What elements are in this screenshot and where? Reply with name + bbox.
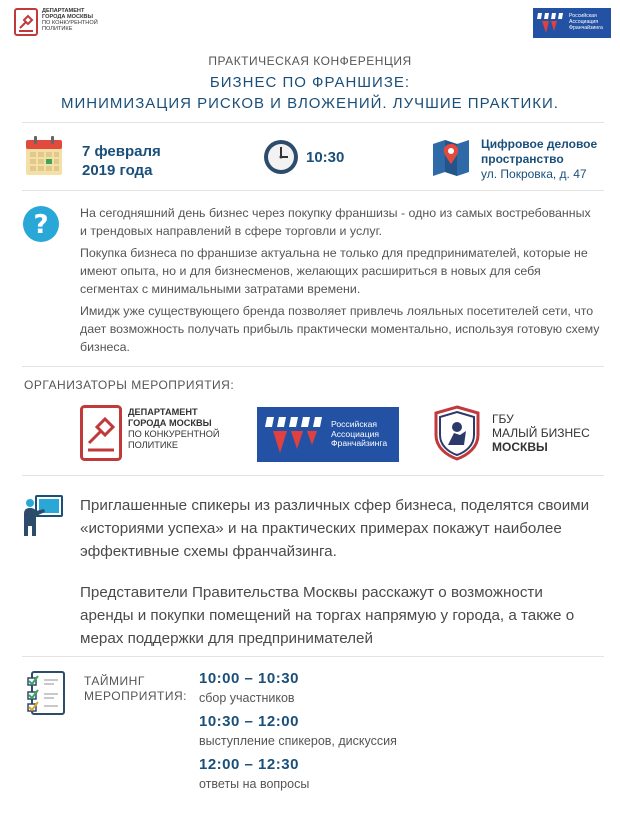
timing-time: 10:30 – 12:00 — [199, 713, 299, 730]
timing-label-line1: ТАЙМИНГ — [84, 674, 145, 688]
divider — [22, 366, 604, 367]
timing-item — [199, 756, 397, 791]
event-time: 10:30 — [306, 149, 345, 166]
org-dep-line2: ГОРОДА МОСКВЫ — [128, 418, 212, 428]
speakers-paragraph-2: Представители Правительства Москвы расскажут о возможности аренды и покупки помещений на торгах напрямую у города, а также о мерах поддержки для предпринимателей — [80, 584, 575, 647]
header-dep-line1: ДЕПАРТАМЕНТ — [42, 8, 85, 14]
org-raf-line2: Ассоциация — [331, 428, 380, 439]
about-paragraph-2: Покупка бизнеса по франшизе актуальна не только для предпринимателей, которые не имеют опыта, но и для бизнесменов, желающих расшириться в новых для себя сегментах с минимальными затратами времени. — [80, 246, 588, 296]
timing-desc: сбор участников — [199, 691, 295, 705]
dep-emblem-icon — [14, 8, 38, 36]
presenter-icon — [22, 494, 66, 538]
checklist-icon — [26, 670, 68, 716]
svg-text:?: ? — [33, 210, 49, 240]
event-date — [82, 142, 161, 180]
timing-time: 12:00 – 12:30 — [199, 756, 299, 773]
event-date-line2: 2019 года — [82, 162, 153, 179]
event-date-line1: 7 февраля — [82, 143, 161, 160]
dep-emblem-icon — [80, 405, 122, 461]
org-raf-line1: Российская — [331, 418, 378, 429]
org-dep-line3: ПО КОНКУРЕНТНОЙ — [128, 429, 220, 439]
calendar-icon — [25, 136, 63, 176]
org-gbu-line3: МОСКВЫ — [492, 440, 548, 454]
timing-time: 10:00 – 10:30 — [199, 670, 299, 687]
event-venue-line2: пространство — [481, 152, 564, 166]
timing-label-line2: МЕРОПРИЯТИЯ: — [84, 689, 187, 703]
conference-title — [0, 72, 620, 114]
conference-title-line2: МИНИМИЗАЦИЯ РИСКОВ И ВЛОЖЕНИЙ. ЛУЧШИЕ ПРАКТИКИ. — [61, 95, 559, 112]
header-raf-logo — [533, 8, 611, 38]
timing-item — [199, 713, 397, 748]
timing-label — [84, 674, 187, 704]
org-gbu-line1: ГБУ — [492, 412, 514, 426]
event-venue-line1: Цифровое деловое — [481, 137, 598, 151]
timing-item — [199, 670, 397, 705]
timing-desc: выступление спикеров, дискуссия — [199, 734, 397, 748]
clock-icon — [262, 138, 300, 176]
about-paragraph-1: На сегодняшний день бизнес через покупку франшизы - одно из самых востребованных и трендовых направлений в сфере торговли и услуг. — [80, 206, 591, 238]
divider — [22, 190, 604, 191]
moscow-crest-icon — [432, 405, 482, 461]
about-paragraph-3: Имидж уже существующего бренда позволяет привлечь лояльных посетителей сети, что дает возможность получать прибыль практически моментально, используя готовую схему бизнеса. — [80, 304, 600, 354]
raf-emblem-icon — [265, 413, 325, 457]
about-block — [80, 204, 600, 356]
org-dep-line1: ДЕПАРТАМЕНТ — [128, 407, 198, 417]
org-raf-line3: Франчайзинга — [331, 438, 388, 449]
header-raf-line2: Ассоциация — [569, 19, 599, 26]
divider — [22, 475, 604, 476]
org-gbu-logo — [432, 405, 590, 461]
timing-desc: ответы на вопросы — [199, 777, 310, 791]
question-icon — [22, 205, 60, 243]
divider — [22, 122, 604, 123]
header-dep-logo — [14, 8, 98, 36]
header-dep-line4: ПОЛИТИКЕ — [42, 26, 73, 33]
header-dep-line3: ПО КОНКУРЕНТНОЙ — [42, 20, 98, 27]
speakers-paragraph-1: Приглашенные спикеры из различных сфер бизнеса, поделятся своими «историями успеха» и на практических примерах покажут наиболее эффективные схемы франчайзинга. — [80, 497, 590, 560]
header-raf-line1: Российская — [569, 13, 597, 20]
org-dep-logo — [80, 405, 220, 461]
event-address: ул. Покровка, д. 47 — [481, 167, 587, 181]
conference-title-line1: БИЗНЕС ПО ФРАНШИЗЕ: — [209, 74, 411, 91]
organizers-label: ОРГАНИЗАТОРЫ МЕРОПРИЯТИЯ: — [24, 378, 235, 392]
org-gbu-line2: МАЛЫЙ БИЗНЕС — [492, 426, 590, 440]
divider — [22, 656, 604, 657]
timing-list — [199, 670, 397, 791]
event-venue — [481, 137, 597, 182]
org-dep-line4: ПОЛИТИКЕ — [128, 440, 178, 450]
header-raf-line3: Франчайзинга — [569, 24, 603, 31]
raf-emblem-icon — [537, 11, 567, 35]
speakers-block — [80, 494, 600, 650]
org-raf-logo — [257, 407, 399, 462]
header-dep-line2: ГОРОДА МОСКВЫ — [42, 14, 93, 21]
conference-label: ПРАКТИЧЕСКАЯ КОНФЕРЕНЦИЯ — [208, 54, 412, 68]
map-pin-icon — [432, 138, 470, 176]
